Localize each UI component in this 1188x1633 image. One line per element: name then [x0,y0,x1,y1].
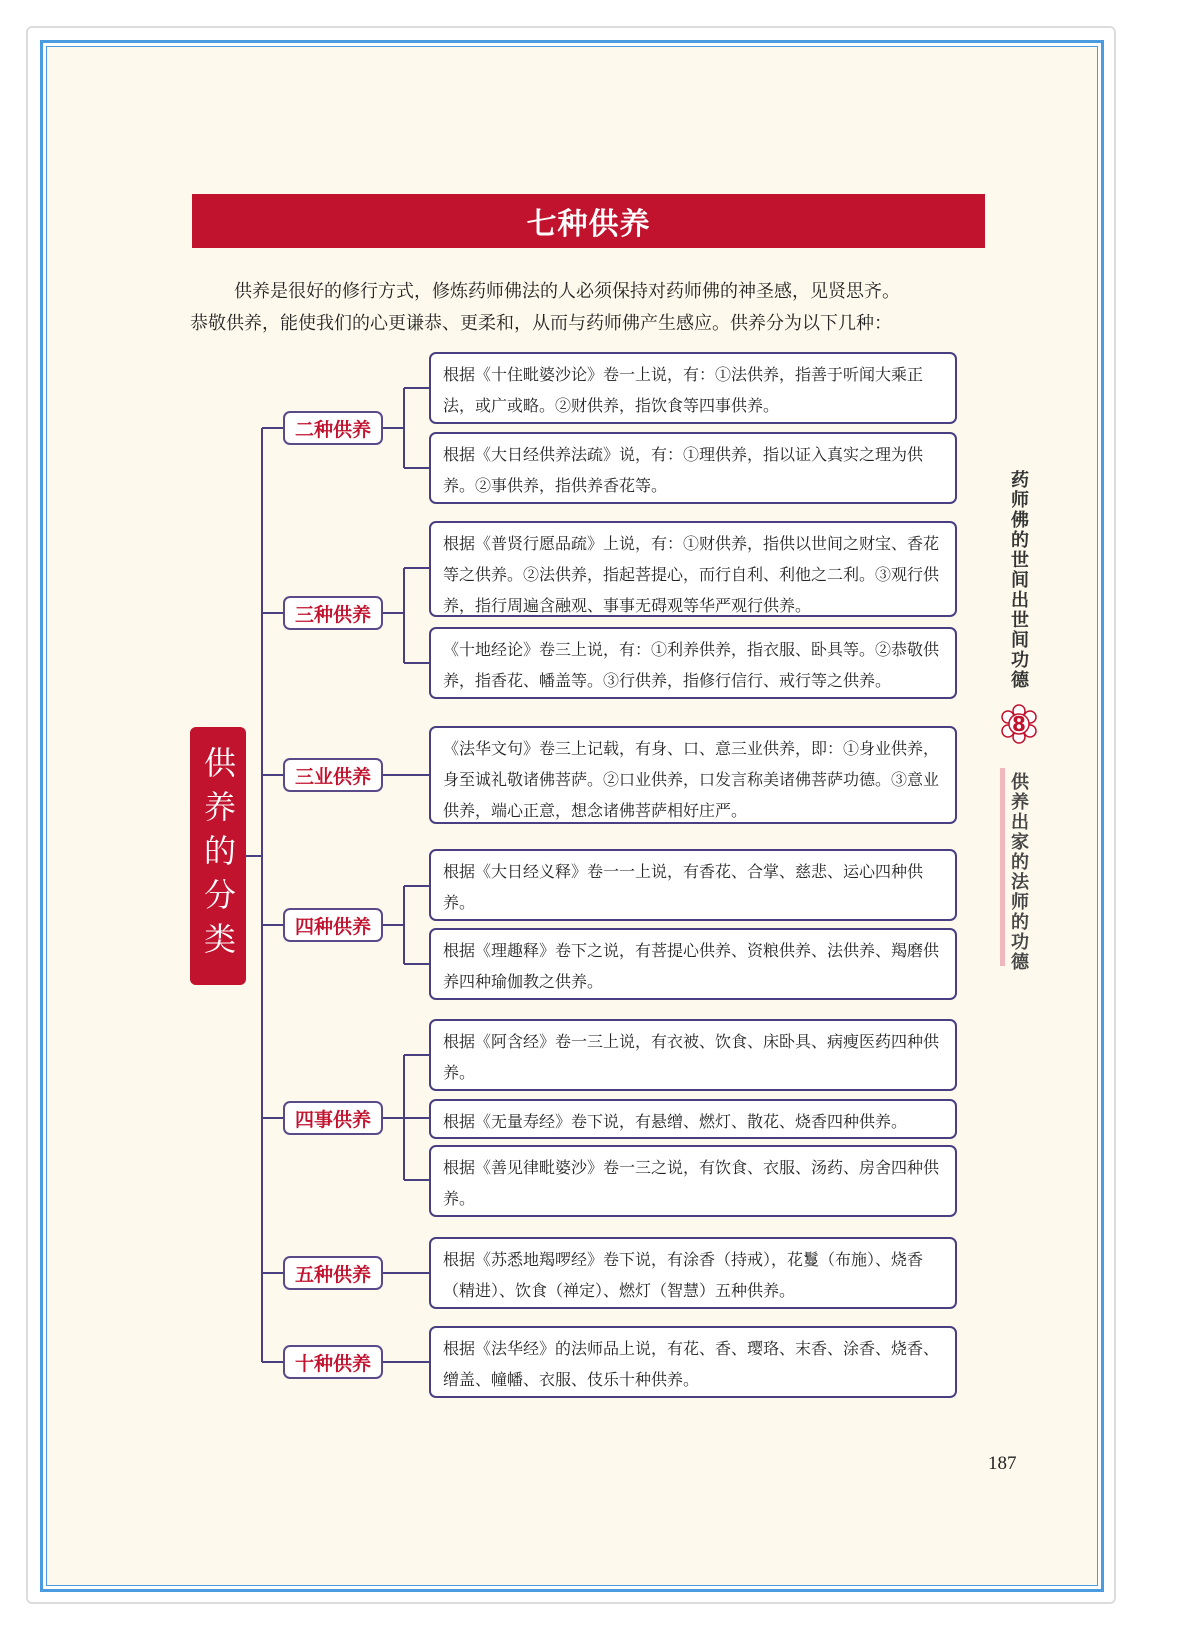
desc-box: 根据《法华经》的法师品上说，有花、香、璎珞、末香、涂香、烧香、缯盖、幢幡、衣服、伎乐十种供养。 [429,1326,957,1398]
desc-box: 根据《理趣释》卷下之说，有菩提心供养、资粮供养、法供养、羯磨供养四种瑜伽教之供养。 [429,928,957,1000]
desc-box: 《十地经论》卷三上说，有：①利养供养，指衣服、卧具等。②恭敬供养，指香花、幡盖等。③行供养，指修行信行、戒行等之供养。 [429,627,957,699]
node-label: 三业供养 [294,765,371,788]
node-san-zhong-gongyang [283,596,383,630]
node-si-shi-gongyang [283,1101,383,1135]
desc-box: 根据《苏悉地羯啰经》卷下说，有涂香（持戒），花鬘（布施）、烧香（精进）、饮食（禅定）、燃灯（智慧）五种供养。 [429,1237,957,1309]
intro-line-1: 供养是很好的修行方式，修炼药师佛法的人必须保持对药师佛的神圣感，见贤思齐。 [234,281,900,302]
page-number: 187 [988,1453,1017,1474]
node-san-ye-gongyang [283,758,383,792]
desc-box: 根据《大日经义释》卷一一上说，有香花、合掌、慈悲、运心四种供养。 [429,849,957,921]
intro-line-2: 恭敬供养，能使我们的心更谦恭、更柔和，从而与药师佛产生感应。供养分为以下几种： [190,313,892,334]
desc-box: 根据《善见律毗婆沙》卷一三之说，有饮食、衣服、汤药、房舍四种供养。 [429,1145,957,1217]
desc-box: 根据《大日经供养法疏》说，有：①理供养，指以证入真实之理为供养。②事供养，指供养香花等。 [429,432,957,504]
node-label: 四事供养 [294,1108,371,1131]
page-title: 七种供养 [526,207,651,242]
node-wu-zhong-gongyang [283,1256,383,1290]
desc-box: 根据《十住毗婆沙论》卷一上说，有：①法供养，指善于听闻大乘正法，或广或略。②财供养，指饮食等四事供养。 [429,352,957,424]
node-label: 十种供养 [294,1352,371,1375]
side-running-title: 药师佛的世间出世间功德 [1008,470,1029,690]
chapter-number: 8 [1012,712,1026,736]
node-label: 三种供养 [294,603,371,626]
category-label-box [190,727,246,985]
desc-box: 根据《无量寿经》卷下说，有悬缯、燃灯、散花、烧香四种供养。 [429,1099,957,1139]
node-label: 四种供养 [294,915,371,938]
desc-box: 根据《阿含经》卷一三上说，有衣被、饮食、床卧具、病瘦医药四种供养。 [429,1019,957,1091]
desc-box: 根据《普贤行愿品疏》上说，有：①财供养，指供以世间之财宝、香花等之供养。②法供养，指起菩提心，而行自利、利他之二利。③观行供养，指行周遍含融观、事事无碍观等华严观行供养。 [429,521,957,617]
node-er-zhong-gongyang [283,411,383,445]
desc-box: 《法华文句》卷三上记载，有身、口、意三业供养，即：①身业供养，身至诚礼敬诸佛菩萨。②口业供养，口发言称美诸佛菩萨功德。③意业供养，端心正意，想念诸佛菩萨相好庄严。 [429,726,957,824]
node-shi-zhong-gongyang [283,1345,383,1379]
category-label: 供养的分类 [199,746,237,966]
side-section-title: 供养出家的法师的功德 [1008,772,1029,972]
node-label: 二种供养 [294,418,371,441]
node-si-zhong-gongyang [283,908,383,942]
node-label: 五种供养 [294,1263,371,1286]
